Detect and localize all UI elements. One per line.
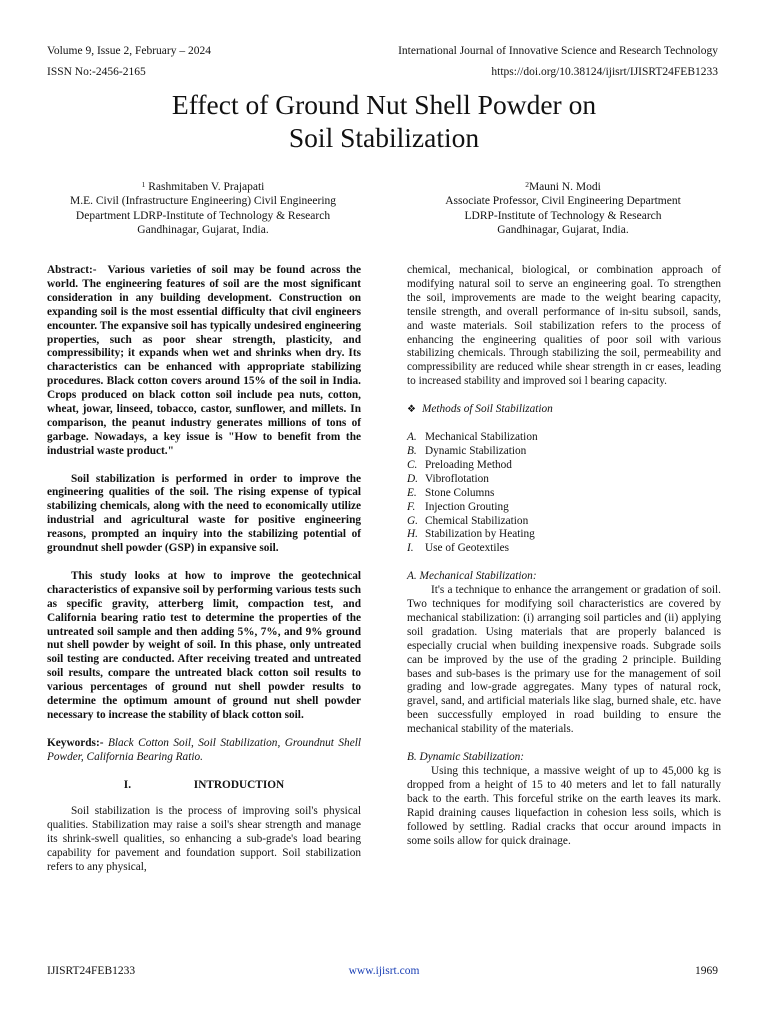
author-name-2: $^2$Mauni N. Modi	[525, 180, 601, 193]
author-affiliation-line: Gandhinagar, Gujarat, India.	[137, 224, 269, 237]
list-item: G. Chemical Stabilization	[407, 514, 529, 527]
section-heading-introduction: I. INTRODUCTION	[123, 778, 285, 791]
paper-title	[60, 88, 708, 154]
keywords: Keywords:- Black Cotton Soil, Soil Stabilization, Groundnut Shell Powder, California Bearing Ratio.	[47, 736, 361, 763]
footer-paper-id: IJISRT24FEB1233	[47, 965, 136, 977]
intro-continued-paragraph: chemical, mechanical, biological, or combination approach of modifying natural soil to serve an engineering goal. To strengthen the soil, improvements are made to the weight bearing capacity, tensile strength, and overall performance of in-situ subsoil, sands, and waste materials. Soil stabilization refers to the process of enhancing the engineering qualities of poor soil with various stabilizing chemicals. Through stabilizing the soil, permeability and compressibility are reduced while shear strength in cr eases, leading to increased stability and improved soi l bearing capacity.	[407, 264, 721, 388]
list-item: C. Preloading Method	[407, 458, 512, 471]
methods-heading: ❖ Methods of Soil Stabilization	[407, 403, 553, 416]
author-name-1: $^1$ Rashmitaben V. Prajapati	[141, 180, 265, 193]
methods-list	[407, 431, 721, 556]
author-affiliation-line: Gandhinagar, Gujarat, India.	[497, 224, 629, 237]
abstract-paragraph-2: Soil stabilization is performed in order to improve the engineering qualities of the soil. The rising expense of typical stabilizing chemicals, along with the need to economically utilize industrial and agricultural waste for positive engineering reasons, prompted an inquiry into the stabilizing potential of groundnut shell powder (GSP) in expansive soil.	[47, 472, 361, 555]
list-item: E. Stone Columns	[407, 486, 495, 499]
subsection-heading-mechanical: A. Mechanical Stabilization:	[407, 570, 537, 583]
list-item: H. Stabilization by Heating	[407, 528, 535, 541]
abstract-paragraph-1: Abstract:- Various varieties of soil may be found across the world. The engineering features of soil are the most significant consideration in any building development. Construction on expanding soil is the most essential difficulty that civil engineers encounter. The expansive soil has typically undesired engineering properties, such as poor shear strength, plasticity, and compressibility; it expands when wet and shrinks when dry. Its characteristics can be enhanced with appropriate stabilizing procedures. Black cotton covers around 15% of the soil in India. Crops produced on black cotton soil include pea nuts, cotton, wheat, jowar, linseed, tobacco, castor, sunflower, and millets. In comparison, the peanut industry generates millions of tons of garbage. Nowadays, a key issue is "How to benefit from the industrial waste product."	[47, 264, 361, 457]
author-affiliation-line: Department LDRP-Institute of Technology & Research	[75, 209, 331, 222]
author-block-1	[38, 180, 368, 238]
mechanical-paragraph: It's a technique to enhance the arrangement or gradation of soil. Two techniques for modifying soil characteristics are covered by mechanical stabilization: (i) arranging soil particles and (ii) applying soil gradation. Using materials that are properly balanced is especially crucial when building inexpensive roads. Subgrade soils can be improved by the use of the grading 2 principle. Building bases and sub-bases is the primary use for the management of soil grading and low-grade aggregates. Many types of natural rock, gravel, sand, and artificial materials like slag, burned shale, etc. have been successfully employed in road building to ensure the mechanical stability of the materials.	[407, 584, 721, 736]
diamond-bullet-icon: ❖	[407, 404, 416, 416]
title-line-1: Effect of Ground Nut Shell Powder on	[171, 89, 597, 120]
author-affiliation-line: M.E. Civil (Infrastructure Engineering) Civil Engineering	[69, 195, 337, 208]
header-doi[interactable]: https://doi.org/10.38124/ijisrt/IJISRT24FEB1233	[491, 66, 718, 78]
list-item: F. Injection Grouting	[407, 500, 509, 513]
dynamic-paragraph: Using this technique, a massive weight of up to 45,000 kg is dropped from a height of 15 to 40 meters and let to fall naturally back to the earth. This forceful strike on the earth leaves its mark. Rapid draining causes liquefaction in cohesion less soils, which is followed by settling. Radial cracks that occur around impacts in some soils allow for quick drainage.	[407, 765, 721, 847]
list-item: I. Use of Geotextiles	[407, 542, 510, 555]
author-block-2	[398, 180, 728, 238]
subsection-heading-dynamic: B. Dynamic Stabilization:	[407, 751, 525, 764]
list-item: B. Dynamic Stabilization	[407, 444, 527, 457]
list-item: D. Vibroflotation	[407, 472, 489, 485]
author-affiliation-line: Associate Professor, Civil Engineering Department	[445, 195, 681, 208]
header-issn: ISSN No:-2456-2165	[47, 66, 146, 78]
left-column	[47, 264, 361, 875]
author-affiliation-line: LDRP-Institute of Technology & Research	[464, 209, 662, 222]
header-volume: Volume 9, Issue 2, February – 2024	[47, 45, 211, 57]
abstract-paragraph-3: This study looks at how to improve the geotechnical characteristics of expansive soil by performing various tests such as specific gravity, atterberg limit, compaction test, and California bearing ratio test to determine the properties of the untreated soil sample and then adding 5%, 7%, and 9% ground nut shell powder by weight of soil. In this phase, only untreated soil testing are conducted. After receiving treated and untreated soil results, compare the untreated black cotton soil results to various percentages of ground nut shell powder results to determine the optimum amount of ground nut shell powder necessary to increase the stability of black cotton soil.	[47, 569, 361, 721]
title-line-2: Soil Stabilization	[288, 122, 480, 153]
header-journal: International Journal of Innovative Science and Research Technology	[398, 45, 718, 57]
footer-website-link[interactable]: www.ijisrt.com	[348, 965, 420, 977]
footer-page-number: 1969	[695, 965, 718, 977]
right-column	[407, 264, 721, 848]
intro-paragraph: Soil stabilization is the process of improving soil's physical qualities. Stabilization may raise a soil's shear strength and manage its shrink-swell qualities, so enhancing a sub-grade's load bearing capability for pavement and foundation support. Soil stabilization refers to any physical,	[47, 805, 361, 874]
list-item: A. Mechanical Stabilization	[407, 431, 538, 444]
